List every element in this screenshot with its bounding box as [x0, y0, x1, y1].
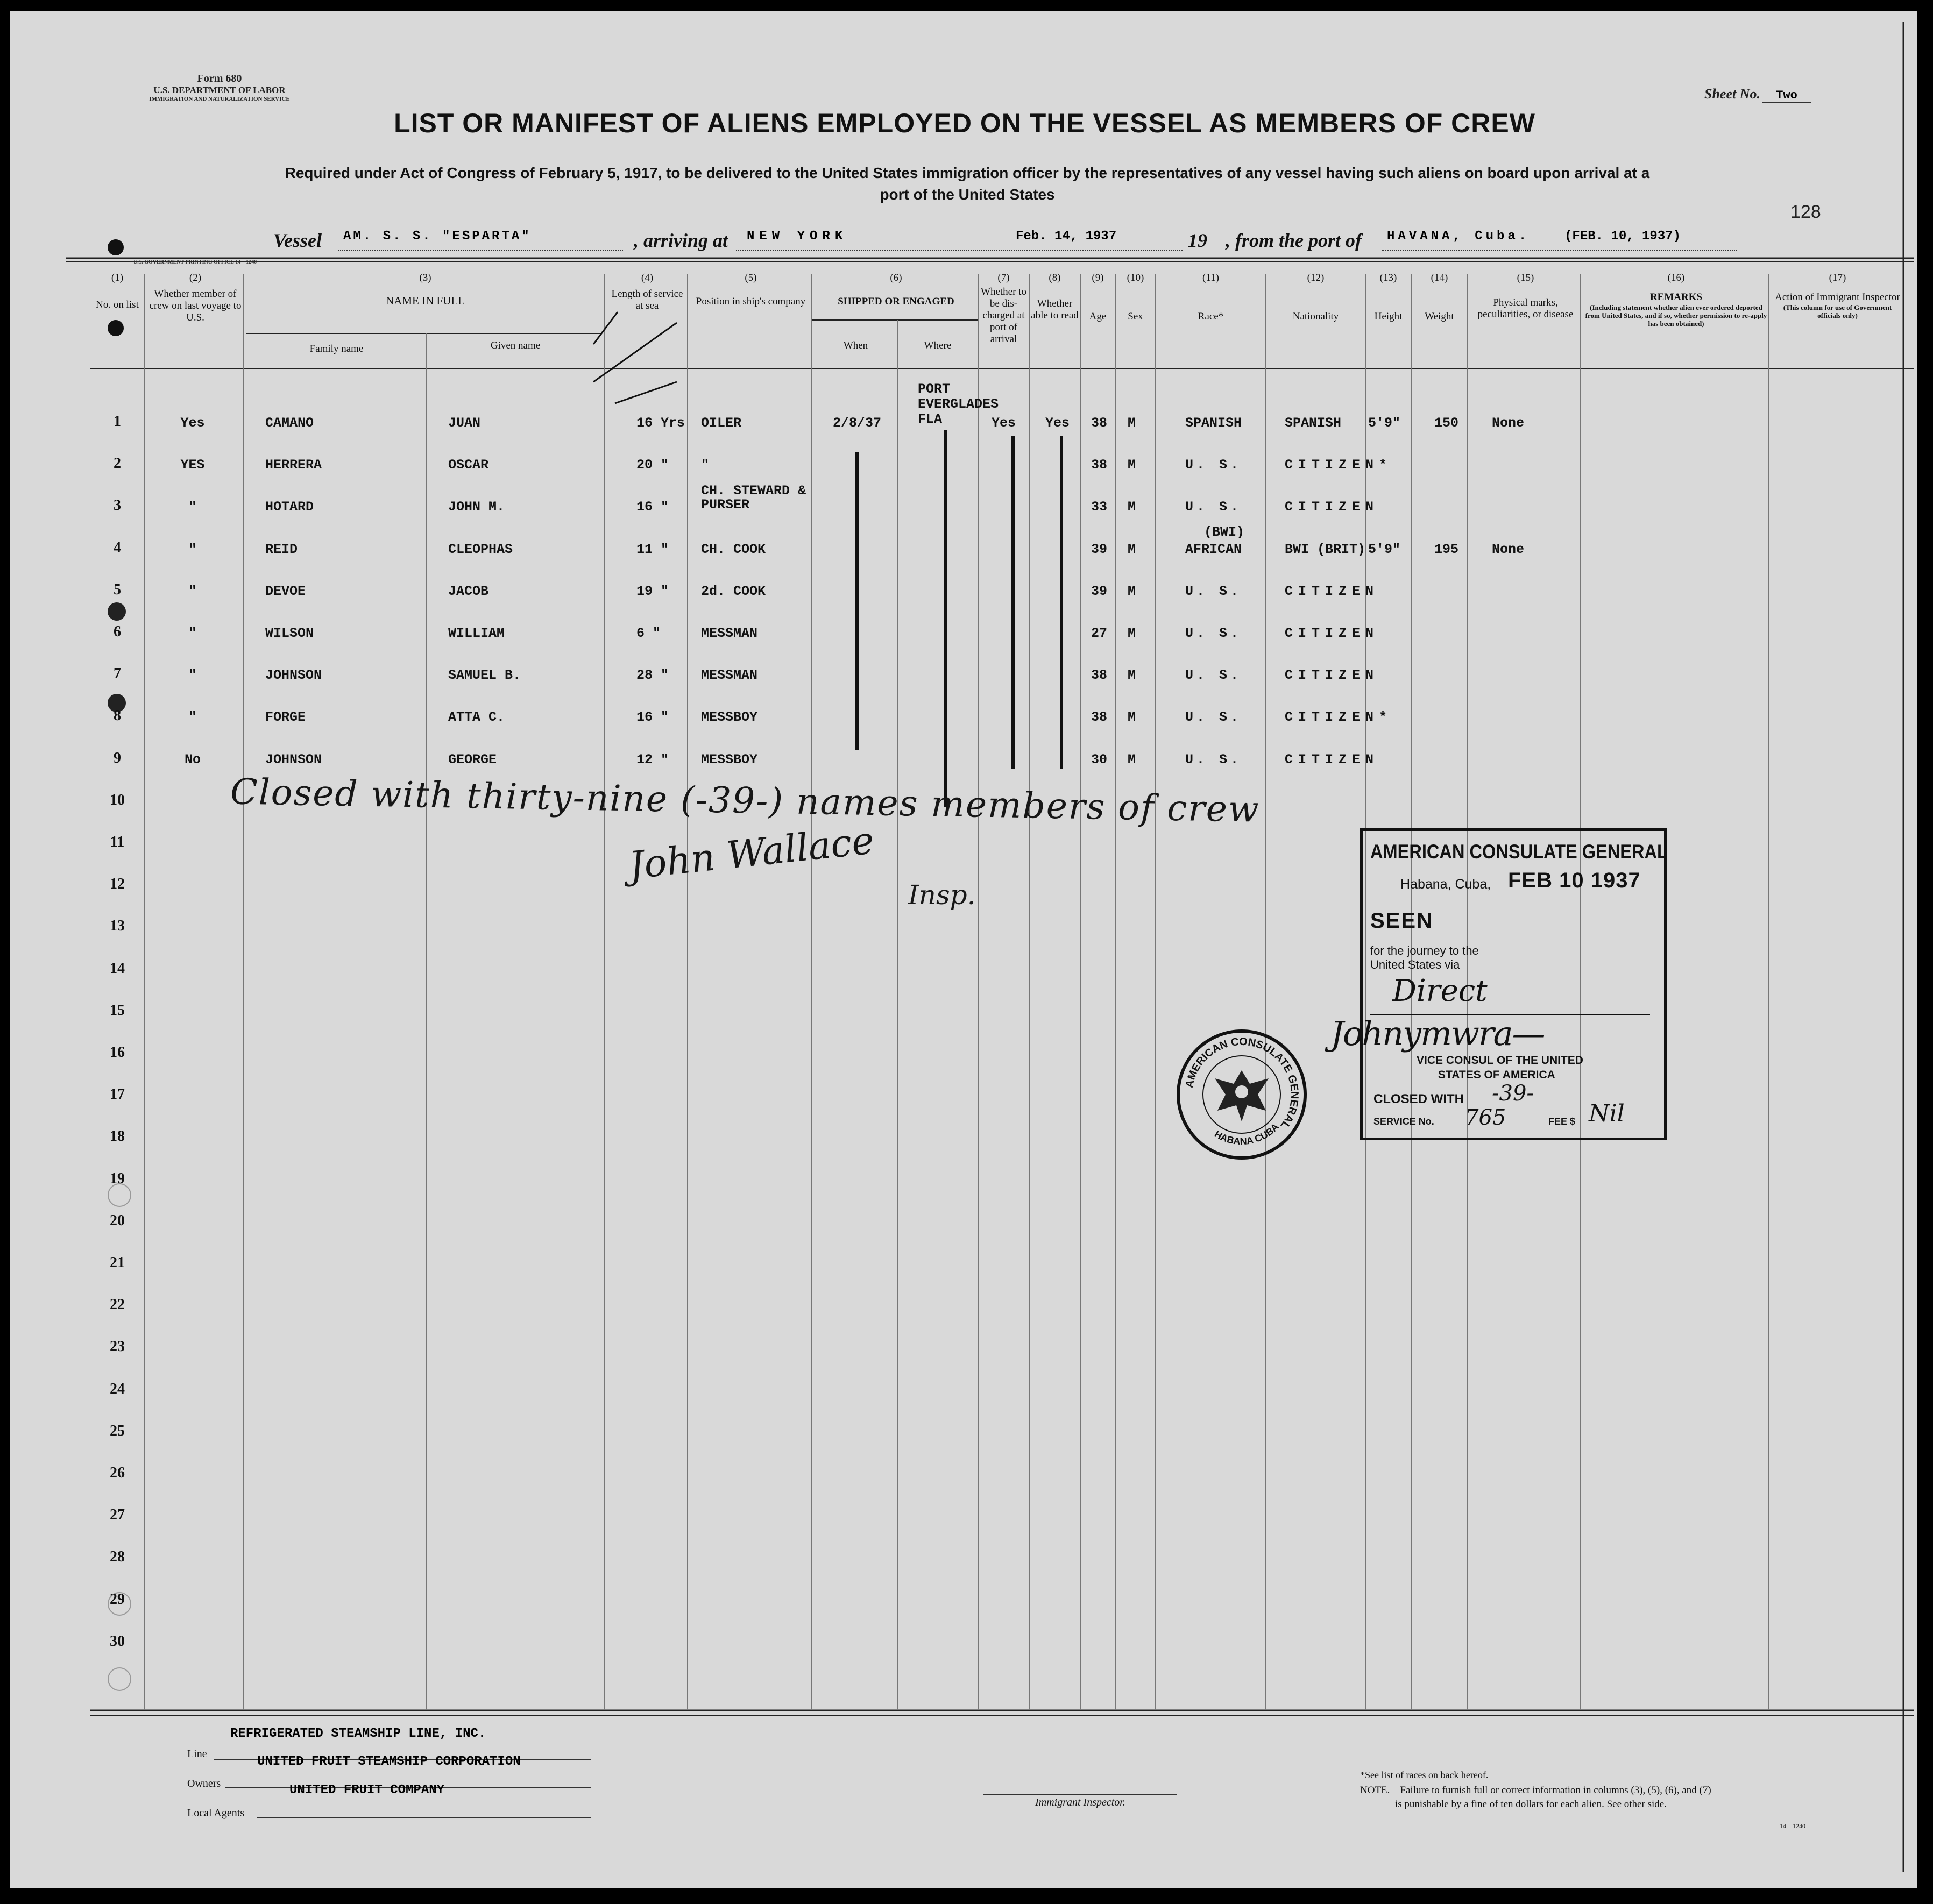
family-name-cell: FORGE — [265, 709, 306, 726]
age-cell: 30 — [1091, 751, 1108, 768]
row-number: 23 — [110, 1338, 125, 1355]
col-number: (2) — [189, 272, 202, 283]
col-1-header — [90, 272, 144, 311]
inspector-title: Insp. — [908, 879, 976, 911]
last-voyage-cell: " — [188, 583, 197, 599]
col-label: Physical marks, peculiarities, or disease — [1477, 297, 1574, 320]
when-subheader: When — [843, 340, 868, 351]
year-label: 19 — [1188, 230, 1207, 251]
age-cell: 33 — [1091, 499, 1108, 515]
col-9-header — [1080, 272, 1115, 323]
col-5-header — [690, 272, 811, 308]
family-name-cell: HOTARD — [265, 499, 314, 515]
col-label: Action of Immigrant Inspector — [1775, 292, 1900, 303]
stamp-service-value: 765 — [1465, 1105, 1506, 1130]
col-label: Whether member of crew on last voyage to U.S. — [149, 288, 242, 323]
sex-cell: M — [1128, 541, 1136, 557]
sex-cell: M — [1128, 415, 1136, 431]
shipped-where-cell: PORT EVERGLADES FLA — [918, 381, 999, 427]
service-length-cell: 20 " — [636, 457, 669, 473]
subtitle-line: Required under Act of Congress of February 5, 1917, to be delivered to the United States immigration officer by the representatives of any vessel having such aliens on board upon arrival at a — [285, 165, 1650, 181]
seal-outer-text: AMERICAN CONSULATE GENERAL — [1183, 1035, 1301, 1132]
race-cell: U. S. — [1185, 709, 1242, 726]
row-number: 22 — [110, 1296, 125, 1313]
stamp-closed-with-label: CLOSED WITH — [1373, 1092, 1464, 1106]
sheet-label: Sheet No. — [1704, 86, 1760, 102]
vessel-label: Vessel — [273, 230, 322, 251]
col-number: (6) — [890, 272, 902, 283]
race-cell: SPANISH — [1185, 415, 1242, 431]
stamp-journey-line: United States via — [1370, 958, 1460, 971]
col-number: (5) — [745, 272, 757, 283]
vessel-name: AM. S. S. "ESPARTA" — [343, 229, 532, 244]
owners-label: Owners — [187, 1778, 221, 1789]
col-number: (11) — [1202, 272, 1219, 283]
col-3-header — [246, 272, 604, 307]
row-number: 25 — [110, 1422, 125, 1439]
row-number: 3 — [114, 497, 121, 514]
row-number: 13 — [110, 918, 125, 935]
row-number: 16 — [110, 1044, 125, 1061]
col-11-header — [1156, 272, 1266, 323]
stamp-fee-label: FEE $ — [1548, 1116, 1576, 1127]
age-cell: 27 — [1091, 626, 1108, 641]
given-name-cell: JUAN — [448, 415, 481, 431]
eagle-emblem — [1215, 1070, 1269, 1121]
col-label: No. on list — [96, 299, 139, 310]
height-cell: 5'9" — [1368, 415, 1401, 431]
col-number: (7) — [997, 272, 1010, 283]
given-name-cell: SAMUEL B. — [448, 667, 521, 684]
nationality-cell: SPANISH — [1285, 415, 1342, 431]
physical-marks-cell: None — [1492, 415, 1525, 431]
col-number: (15) — [1517, 272, 1534, 283]
last-voyage-cell: " — [188, 709, 197, 726]
col-label: Height — [1374, 311, 1403, 322]
col-10-header — [1115, 272, 1156, 323]
row-number: 18 — [110, 1128, 125, 1145]
department-name: U.S. DEPARTMENT OF LABOR — [153, 85, 286, 95]
able-to-read-cell: Yes — [1045, 415, 1070, 431]
service-name: IMMIGRATION AND NATURALIZATION SERVICE — [149, 96, 290, 102]
given-name-cell: JOHN M. — [448, 499, 505, 515]
last-voyage-cell: " — [188, 626, 197, 641]
physical-marks-cell: None — [1492, 541, 1525, 557]
row-number: 5 — [114, 581, 121, 598]
nationality-cell: CITIZEN — [1285, 583, 1379, 599]
position-cell: CH. COOK — [701, 541, 766, 557]
col-label: Whether to be dis-charged at port of arrival — [981, 286, 1026, 345]
note-label: NOTE. — [1360, 1785, 1390, 1796]
consulate-stamp — [1330, 828, 1668, 1140]
stamp-office-line: VICE CONSUL OF THE UNITED — [1417, 1054, 1583, 1067]
sheet-value: Two — [1762, 89, 1811, 103]
service-length-cell: 11 " — [636, 541, 669, 557]
race-cell: AFRICAN — [1185, 541, 1242, 557]
col-number: (3) — [419, 272, 431, 283]
subtitle-line: port of the United States — [880, 186, 1055, 203]
row-number: 28 — [110, 1548, 125, 1566]
col-17-header — [1772, 272, 1903, 319]
position-cell: MESSMAN — [701, 626, 758, 641]
family-name-cell: WILSON — [265, 626, 314, 641]
row-number: 19 — [110, 1170, 125, 1187]
stamp-route: Direct — [1392, 974, 1488, 1008]
where-subheader: Where — [924, 340, 952, 351]
given-name-cell: OSCAR — [448, 457, 489, 473]
row-number: 11 — [110, 834, 125, 850]
remarks-note: (Including statement whether alien ever ordered deported from United States, and if so, whether permission to re-apply has been obtained) — [1585, 303, 1767, 328]
position-cell: MESSMAN — [701, 667, 758, 684]
row-number: 12 — [110, 876, 125, 893]
row-number: 7 — [114, 665, 121, 683]
race-note-cell: (BWI) — [1204, 524, 1245, 540]
col-6-header — [814, 272, 978, 308]
given-name-cell: JACOB — [448, 583, 489, 599]
col-number: (14) — [1431, 272, 1448, 283]
col-label: SHIPPED OR ENGAGED — [838, 296, 954, 307]
line-label: Line — [187, 1748, 207, 1760]
col-12-header — [1266, 272, 1365, 323]
given-name-subheader: Given name — [490, 340, 541, 351]
from-port-label: , from the port of — [1226, 230, 1362, 251]
printing-office: U.S. GOVERNMENT PRINTING OFFICE 14—1240 — [133, 259, 257, 265]
last-voyage-cell: No — [184, 751, 201, 768]
col-2-header — [147, 272, 244, 324]
sex-cell: M — [1128, 751, 1136, 768]
age-cell: 38 — [1091, 709, 1108, 726]
col-label: Race* — [1198, 311, 1224, 322]
race-cell: U. S. — [1185, 457, 1242, 473]
col-number: (12) — [1307, 272, 1325, 283]
stamp-closed-with-value: -39- — [1492, 1081, 1534, 1106]
family-name-cell: DEVOE — [265, 583, 306, 599]
col-number: (17) — [1829, 272, 1846, 283]
form-code: 14—1240 — [1780, 1822, 1805, 1830]
col-4-header — [607, 272, 688, 312]
page-title: LIST OR MANIFEST OF ALIENS EMPLOYED ON THE VESSEL AS MEMBERS OF CREW — [394, 108, 1535, 138]
page-number: 128 — [1790, 202, 1821, 222]
height-cell: 5'9" — [1368, 541, 1401, 557]
position-cell: MESSBOY — [701, 709, 758, 726]
col-label: Whether able to read — [1031, 298, 1079, 321]
nationality-cell: CITIZEN — [1285, 626, 1379, 641]
row-number: 24 — [110, 1380, 125, 1397]
row-number: 4 — [114, 539, 121, 556]
service-length-cell: 19 " — [636, 583, 669, 599]
position-cell: MESSBOY — [701, 751, 758, 768]
family-name-cell: HERRERA — [265, 457, 322, 473]
row-number: 1 — [114, 413, 121, 430]
col-label: Length of service at sea — [611, 288, 683, 311]
row-number: 2 — [114, 455, 121, 472]
agents-value: UNITED FRUIT COMPANY — [289, 1783, 445, 1798]
col-label: Weight — [1425, 311, 1454, 322]
discharged-cell: Yes — [992, 415, 1016, 431]
row-number: 29 — [110, 1590, 125, 1608]
col-number: (10) — [1127, 272, 1144, 283]
service-length-cell: 28 " — [636, 667, 669, 684]
departure-port: HAVANA, Cuba. — [1387, 229, 1530, 244]
races-note: *See list of races on back hereof. — [1360, 1770, 1489, 1780]
col-number: (16) — [1667, 272, 1685, 283]
stamp-date: FEB 10 1937 — [1508, 869, 1641, 892]
footer-lines — [155, 1727, 639, 1823]
position-cell: 2d. COOK — [701, 583, 766, 599]
race-cell: U. S. — [1185, 583, 1242, 599]
last-voyage-cell: " — [188, 667, 197, 684]
weight-cell: 195 — [1434, 541, 1459, 557]
col-label: Age — [1089, 311, 1107, 322]
age-cell: 38 — [1091, 457, 1108, 473]
consulate-seal — [1172, 1025, 1312, 1164]
last-voyage-cell: YES — [180, 457, 205, 473]
agents-underline — [257, 1817, 591, 1818]
owners-value: UNITED FRUIT STEAMSHIP CORPORATION — [257, 1754, 521, 1769]
inspector-signature-line — [983, 1794, 1177, 1795]
race-cell: U. S. — [1185, 751, 1242, 768]
stamp-seen: SEEN — [1370, 909, 1433, 933]
nationality-cell: BWI (BRIT) — [1285, 541, 1366, 557]
nationality-cell: CITIZEN* — [1285, 709, 1393, 726]
col-label: REMARKS — [1649, 292, 1703, 303]
service-length-cell: 16 Yrs — [636, 415, 685, 431]
stamp-heading: AMERICAN CONSULATE GENERAL — [1370, 841, 1668, 863]
col-label: Position in ship's company — [696, 296, 806, 307]
position-cell: " — [701, 457, 710, 473]
service-length-cell: 16 " — [636, 499, 669, 515]
row-number: 6 — [114, 623, 121, 640]
col-number: (8) — [1049, 272, 1061, 283]
last-voyage-cell: Yes — [180, 415, 205, 431]
nationality-cell: CITIZEN* — [1285, 457, 1393, 473]
col-8-header — [1029, 272, 1080, 322]
vice-consul-signature: Johnymwra— — [1330, 1014, 1545, 1053]
arrival-port: NEW YORK — [747, 229, 848, 244]
given-name-cell: WILLIAM — [448, 626, 505, 641]
row-number: 15 — [110, 1001, 125, 1019]
position-cell: OILER — [701, 415, 742, 431]
stamp-service-label: SERVICE No. — [1373, 1116, 1434, 1127]
last-voyage-cell: " — [188, 541, 197, 557]
sex-cell: M — [1128, 626, 1136, 641]
manifest-page — [10, 11, 1917, 1888]
col-number: (13) — [1379, 272, 1397, 283]
shipped-when-cell: 2/8/37 — [833, 415, 882, 431]
stamp-office-line: STATES OF AMERICA — [1438, 1069, 1555, 1081]
race-cell: U. S. — [1185, 499, 1242, 515]
row-number: 30 — [110, 1632, 125, 1650]
col-13-header — [1365, 272, 1411, 323]
given-name-cell: CLEOPHAS — [448, 541, 513, 557]
row-number: 9 — [114, 749, 121, 766]
position-cell: CH. STEWARD & PURSER — [701, 483, 806, 513]
family-name-cell: JOHNSON — [265, 667, 322, 684]
departure-date: (FEB. 10, 1937) — [1564, 229, 1681, 244]
col-label: Nationality — [1292, 311, 1339, 322]
age-cell: 38 — [1091, 415, 1108, 431]
arriving-label: , arriving at — [634, 230, 728, 251]
race-cell: U. S. — [1185, 667, 1242, 684]
given-name-cell: GEORGE — [448, 751, 497, 768]
service-length-cell: 16 " — [636, 709, 669, 726]
age-cell: 39 — [1091, 541, 1108, 557]
family-name-cell: REID — [265, 541, 298, 557]
service-length-cell: 6 " — [636, 626, 661, 641]
given-name-cell: ATTA C. — [448, 709, 505, 726]
service-length-cell: 12 " — [636, 751, 669, 768]
form-number: Form 680 — [197, 73, 242, 84]
stamp-place: Habana, Cuba, — [1400, 877, 1491, 892]
sex-cell: M — [1128, 709, 1136, 726]
row-number: 20 — [110, 1212, 125, 1229]
note-text: —Failure to furnish full or correct information in columns (3), (5), (6), and (7) — [1390, 1785, 1711, 1796]
stamp-fee-value: Nil — [1589, 1100, 1625, 1127]
row-number: 27 — [110, 1507, 125, 1524]
nationality-cell: CITIZEN — [1285, 667, 1379, 684]
penalty-note-line-2: is punishable by a fine of ten dollars for each alien. See other side. — [1395, 1799, 1667, 1810]
race-cell: U. S. — [1185, 626, 1242, 641]
row-number: 21 — [110, 1254, 125, 1271]
row-number: 17 — [110, 1086, 125, 1103]
col-label: NAME IN FULL — [386, 294, 465, 307]
col-number: (9) — [1092, 272, 1104, 283]
last-voyage-cell: " — [188, 499, 197, 515]
family-name-cell: JOHNSON — [265, 751, 322, 768]
col-16-header — [1583, 272, 1769, 328]
nationality-cell: CITIZEN — [1285, 499, 1379, 515]
col-15-header — [1470, 272, 1581, 321]
penalty-note — [1360, 1785, 1711, 1796]
sex-cell: M — [1128, 499, 1136, 515]
nationality-cell: CITIZEN — [1285, 751, 1379, 768]
row-number: 26 — [110, 1465, 125, 1481]
weight-cell: 150 — [1434, 415, 1459, 431]
inspector-note: (This column for use of Government officials only) — [1783, 303, 1892, 319]
age-cell: 39 — [1091, 583, 1108, 599]
sex-cell: M — [1128, 667, 1136, 684]
inspector-signature: John Wallace — [626, 818, 876, 888]
agents-label: Local Agents — [187, 1807, 245, 1819]
sex-cell: M — [1128, 457, 1136, 473]
col-14-header — [1411, 272, 1468, 323]
arrival-date: Feb. 14, 1937 — [1016, 229, 1117, 244]
stamp-journey-line: for the journey to the — [1370, 944, 1479, 957]
sex-cell: M — [1128, 583, 1136, 599]
handwritten-closing-note: Closed with thirty-nine (-39-) names members of crew — [230, 771, 1261, 830]
inspector-label: Immigrant Inspector. — [1035, 1796, 1125, 1808]
line-value: REFRIGERATED STEAMSHIP LINE, INC. — [230, 1727, 486, 1741]
row-number: 10 — [110, 791, 125, 808]
age-cell: 38 — [1091, 667, 1108, 684]
family-name-subheader: Family name — [309, 343, 364, 354]
family-name-cell: CAMANO — [265, 415, 314, 431]
row-number: 8 — [114, 707, 121, 724]
col-number: (1) — [111, 272, 124, 283]
col-label: Sex — [1128, 311, 1143, 322]
col-number: (4) — [641, 272, 654, 283]
row-number: 14 — [110, 960, 125, 977]
seal-bottom-text: HABANA CUBA — [1212, 1121, 1281, 1147]
col-7-header — [978, 272, 1029, 345]
